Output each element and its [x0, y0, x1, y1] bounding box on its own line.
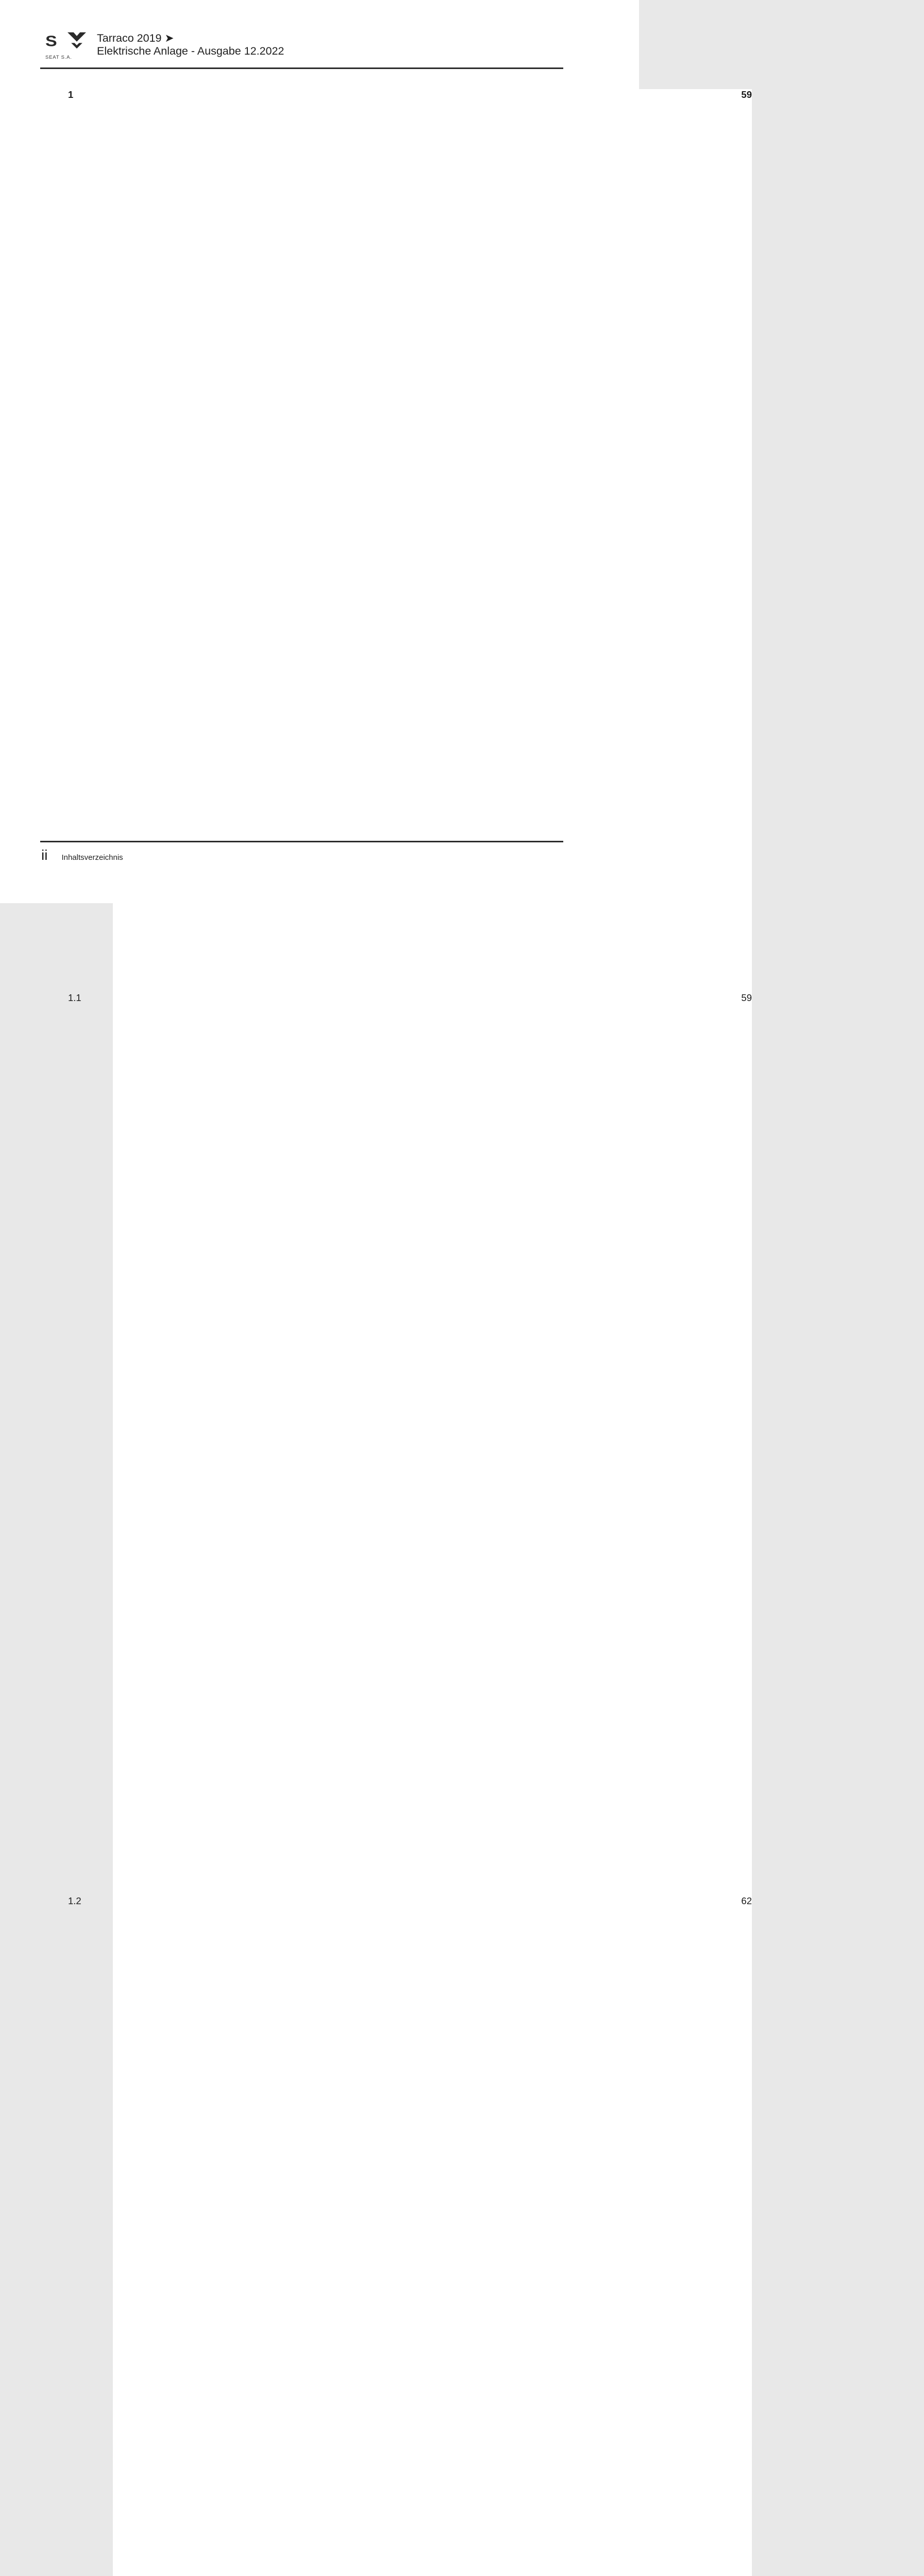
- company-name: SEAT S.A.: [45, 55, 72, 60]
- toc-entry-number: 1.2: [68, 1895, 81, 1906]
- header-titles: [97, 31, 284, 58]
- footer-row: [40, 848, 563, 863]
- header-rule: [40, 67, 563, 69]
- dot-leader: [108, 992, 113, 1895]
- page-number-label: ii: [41, 847, 48, 863]
- footer-section-name: Inhaltsverzeichnis: [61, 853, 123, 862]
- cupra-logo-icon: [66, 31, 87, 52]
- brand-logos: [45, 31, 86, 52]
- table-of-contents: [41, 84, 752, 2576]
- seat-logo-icon: S: [45, 32, 57, 50]
- footer-rule: [40, 841, 563, 842]
- toc-entry-page: 62: [113, 1895, 752, 2576]
- toc-entry-number: 1: [68, 89, 74, 100]
- page-footer: [40, 841, 563, 863]
- document-title: Elektrische Anlage - Ausgabe 12.2022: [97, 45, 284, 57]
- brand-block: [45, 31, 86, 60]
- toc-row: [41, 992, 752, 1895]
- toc-group: [41, 89, 752, 2576]
- toc-entry-page: 59: [113, 89, 752, 992]
- toc-entry-page: 59: [113, 992, 752, 1895]
- toc-row: [41, 1895, 752, 2576]
- dot-leader: [108, 1895, 113, 2576]
- model-title: Tarraco 2019 ➤: [97, 32, 174, 44]
- toc-entry-number: 1.1: [68, 992, 81, 1003]
- page-header: [45, 31, 284, 60]
